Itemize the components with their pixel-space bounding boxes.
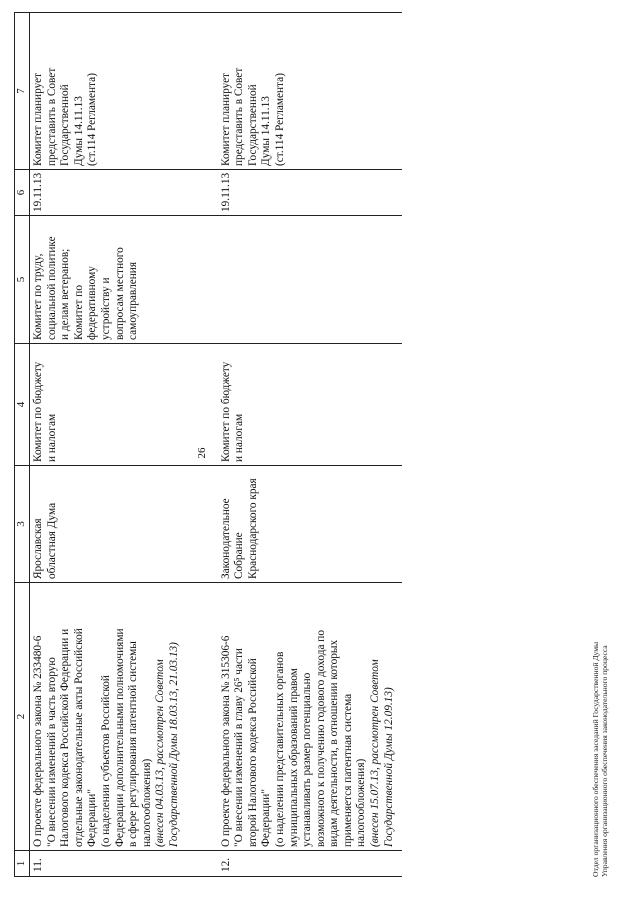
responsible-committee: [30, 344, 188, 466]
text-line: (ст.114 Регламента): [86, 73, 99, 166]
bill-title: [218, 583, 403, 851]
text-line: федеративному: [86, 266, 99, 340]
footer-line: Управления организационного обеспечения законодательного процесса: [600, 645, 609, 877]
text-line: возможного к получению годового дохода по: [314, 630, 327, 847]
date: 19.11.13: [30, 170, 188, 216]
column-header: 3: [15, 466, 30, 583]
text-line: Федерации дополнительными полномочиями: [113, 628, 126, 847]
responsible-committee: [218, 344, 403, 466]
text-line: Законодательное: [219, 498, 232, 579]
text-line: Государственной: [59, 84, 72, 166]
text-line: Комитет по бюджету: [32, 361, 44, 462]
footer-line: Отдел организационного обеспечения заседаний Государственной Думы: [591, 641, 600, 877]
column-header: 2: [15, 583, 30, 851]
text-line: О проекте федерального закона № 315306-6: [219, 635, 232, 847]
bill-note: Государственной Думы 18.03.13, 21.03.13): [167, 642, 180, 847]
text-line: Комитет по бюджету: [219, 361, 232, 462]
text-line: (о наделении представительных органов: [273, 651, 286, 847]
column-header: 1: [15, 851, 30, 877]
text-line: муниципальных образований правом: [287, 668, 300, 847]
bill-title: [30, 583, 188, 851]
text-line: Комитет планирует: [219, 72, 232, 166]
text-line: и налогам: [233, 413, 246, 462]
text-line: применяется патентная система: [341, 693, 354, 847]
text-line: (о наделении субъектов Российской: [99, 675, 112, 847]
plan-note: [218, 13, 403, 170]
row-spacer: [188, 13, 218, 877]
initiator: [218, 466, 403, 583]
bill-note: (внесен 04.03.13, рассмотрен Советом: [154, 659, 167, 847]
column-header: 6: [15, 170, 30, 216]
co-executor-committees: [218, 216, 403, 344]
column-header: 5: [15, 216, 30, 344]
text-line: налогообложения): [140, 758, 153, 847]
text-line: устанавливать размер потенциально: [301, 672, 314, 847]
plan-note: [30, 13, 188, 170]
table-row: [218, 13, 403, 877]
text-line: Налогового кодекса Российской Федерации и: [59, 628, 72, 847]
text-line: отдельные законодательные акты Российской: [72, 628, 85, 847]
text-line: социальной политике: [45, 236, 58, 340]
table-row: [30, 13, 188, 877]
date: 19.11.13: [218, 170, 403, 216]
page-number: 26: [196, 447, 208, 459]
text-line: и налогам: [45, 413, 58, 462]
text-line: Федерации": [260, 789, 273, 847]
footer-note: [591, 642, 609, 877]
text-line: Комитет по труду,: [32, 253, 44, 340]
text-line: областная Дума: [45, 502, 58, 579]
column-header: 4: [15, 344, 30, 466]
text-line: и делам ветеранов;: [59, 248, 72, 340]
text-line: представить в Совет: [233, 67, 246, 166]
text-line: "О внесении изменений в часть вторую: [45, 657, 58, 847]
bills-table: [14, 12, 402, 877]
text-line: (ст.114 Регламента): [273, 73, 286, 166]
rotated-content: [0, 13, 625, 893]
text-line: Государственной: [246, 84, 259, 166]
column-header: 7: [15, 13, 30, 170]
text-line: Собрание: [233, 532, 246, 579]
text-line: второй Налогового кодекса Российской: [246, 658, 259, 847]
initiator: [30, 466, 188, 583]
text-line: устройству и: [99, 277, 112, 340]
text-line: "О внесении изменений в главу 26⁵ части: [233, 648, 246, 847]
text-line: вопросам местного: [113, 247, 126, 340]
text-line: в сфере регулирования патентной системы: [127, 641, 140, 847]
text-line: Краснодарского края: [246, 478, 259, 579]
text-line: Ярославская: [32, 518, 44, 579]
row-number: 11.: [30, 851, 188, 877]
text-line: Комитет по: [72, 284, 85, 340]
text-line: Федерации": [86, 789, 99, 847]
co-executor-committees: [30, 216, 188, 344]
table-header-row: [15, 13, 30, 877]
text-line: налогообложения): [355, 758, 368, 847]
text-line: Комитет планирует: [32, 72, 44, 166]
text-line: самоуправления: [127, 261, 140, 340]
text-line: представить в Совет: [45, 67, 58, 166]
bill-note: Государственной Думы 12.09.13): [382, 687, 395, 847]
text-line: О проекте федерального закона № 233480-6: [32, 635, 44, 847]
bill-note: (внесен 15.07.13, рассмотрен Советом: [369, 659, 382, 847]
text-line: Думы 14.11.13: [260, 96, 273, 166]
row-number: 12.: [218, 851, 403, 877]
text-line: Думы 14.11.13: [72, 96, 85, 166]
text-line: видам деятельности, в отношении которых: [328, 639, 341, 847]
